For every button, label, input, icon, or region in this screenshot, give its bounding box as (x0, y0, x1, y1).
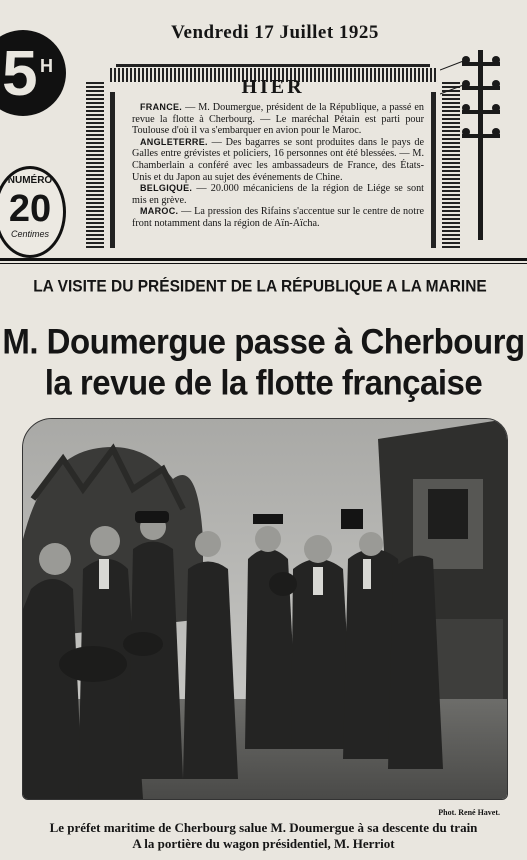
edition-number: 5 (2, 37, 38, 109)
news-item: MAROC. — La pression des Rifains s'accentue sur le centre de notre front notamment dans la région de Aïn-Aïcha. (132, 206, 424, 229)
price-unit: Centimes (10, 229, 49, 239)
yesterday-news-text (132, 102, 424, 230)
price-label: NUMÉRO (7, 175, 53, 186)
price-value: 20 (8, 188, 52, 230)
photo-caption (0, 820, 527, 852)
photo-scene (23, 419, 507, 799)
news-item: FRANCE. — M. Doumergue, président de la République, a passé en revue la flotte à Cherbourg. — Le maréchal Pétain est parti pour Toulouse d'où il va s'embarquer en avion pour le Maroc. (132, 102, 424, 137)
price-seal (0, 166, 66, 258)
photo-credit: Phot. René Havet. (438, 808, 500, 817)
section-rule (0, 258, 527, 261)
article-kicker: LA VISITE DU PRÉSIDENT DE LA RÉPUBLIQUE A LA MARINE (33, 277, 487, 296)
article-headline (0, 321, 527, 403)
yesterday-news-box (86, 62, 460, 248)
caption-line-2: A la portière du wagon présidentiel, M. Herriot (132, 836, 395, 851)
edition-badge (0, 30, 66, 116)
caption-line-1: Le préfet maritime de Cherbourg salue M. Doumergue à sa descente du train (49, 820, 478, 835)
news-photograph (22, 418, 508, 800)
section-rule-thin (0, 263, 527, 264)
news-item: ANGLETERRE. — Des bagarres se sont produites dans le pays de Galles entre grévistes et policiers, 16 personnes ont été blessées. — M. Chamberlain a conféré avec les ambassadeurs de France, des États-Unis et du Japon au sujet des événements de Chine. (132, 136, 424, 183)
telegraph-pole-illustration (440, 50, 520, 250)
news-item: BELGIQUE. — 20.000 mécaniciens de la région de Liége se sont mis en grève. (132, 183, 424, 206)
yesterday-title: HIER (241, 76, 305, 98)
issue-date: Vendredi 17 Juillet 1925 (171, 22, 379, 43)
edition-suffix: H (40, 56, 53, 76)
headline-line-1: M. Doumergue passe à Cherbourg (2, 320, 525, 361)
headline-line-2: la revue de la flotte française (44, 362, 483, 402)
